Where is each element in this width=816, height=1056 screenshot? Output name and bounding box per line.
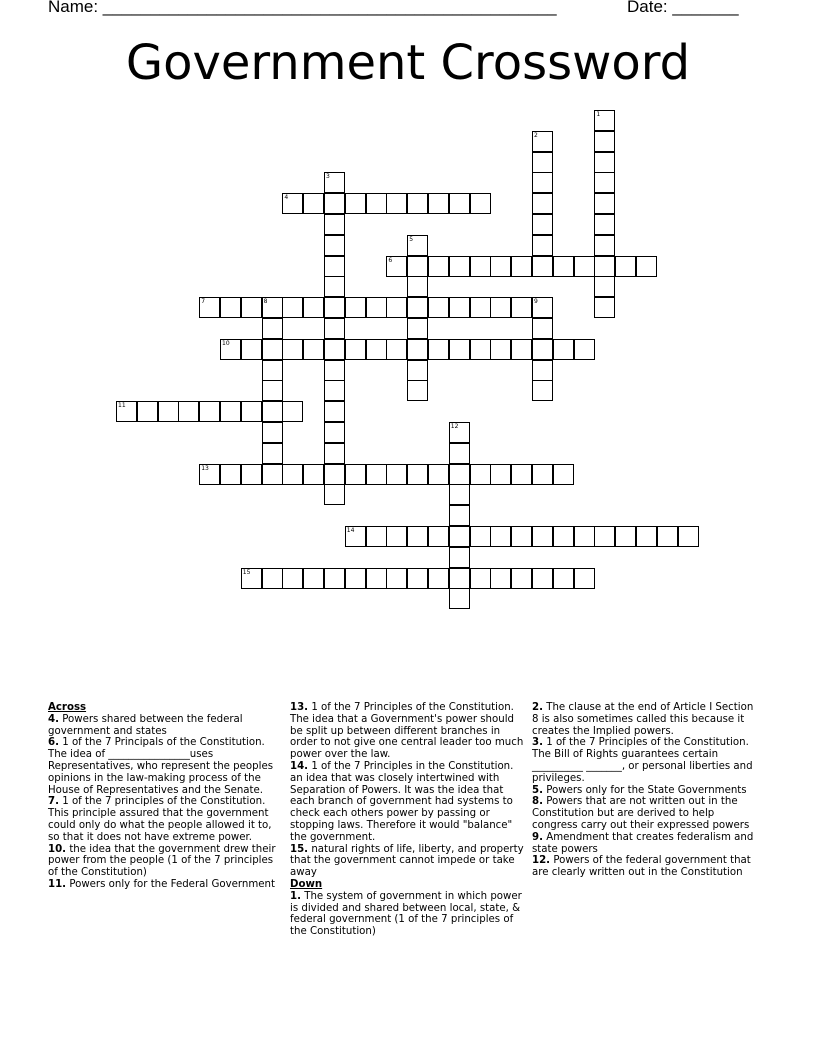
clue-number: 1 (596, 111, 601, 118)
grid-cell[interactable] (532, 214, 553, 235)
grid-cell[interactable] (511, 464, 532, 485)
grid-cell[interactable] (345, 464, 366, 485)
grid-cell[interactable] (449, 588, 470, 609)
grid-cell[interactable] (407, 318, 428, 339)
grid-cell[interactable] (449, 505, 470, 526)
clue-across-11: 11. Powers only for the Federal Government (48, 878, 275, 890)
grid-cell[interactable] (282, 297, 303, 318)
grid-cell[interactable] (241, 568, 262, 589)
clue-across-7: 7. 1 of the 7 principles of the Constitution. This principle assured that the government could only do what the people allowed it to, so that it does not have extreme power. (48, 796, 272, 843)
grid-cell[interactable] (470, 193, 491, 214)
grid-cell[interactable] (449, 484, 470, 505)
grid-cell[interactable] (220, 401, 241, 422)
grid-cell[interactable] (241, 401, 262, 422)
grid-cell[interactable] (324, 214, 345, 235)
grid-cell[interactable] (470, 526, 491, 547)
grid-cell[interactable] (490, 568, 511, 589)
grid-cell[interactable] (324, 568, 345, 589)
grid-cell[interactable] (199, 464, 220, 485)
clues-column-1 (48, 702, 276, 891)
grid-cell[interactable] (386, 464, 407, 485)
grid-cell[interactable] (428, 526, 449, 547)
grid-cell[interactable] (470, 339, 491, 360)
grid-cell[interactable] (262, 318, 283, 339)
grid-cell[interactable] (262, 360, 283, 381)
grid-cell[interactable] (532, 318, 553, 339)
grid-cell[interactable] (490, 297, 511, 318)
grid-cell[interactable] (594, 193, 615, 214)
grid-cell[interactable] (366, 568, 387, 589)
grid-cell[interactable] (407, 339, 428, 360)
grid-cell[interactable] (282, 464, 303, 485)
grid-cell[interactable] (470, 297, 491, 318)
grid-cell[interactable] (366, 526, 387, 547)
grid-cell[interactable] (449, 568, 470, 589)
grid-cell[interactable] (532, 131, 553, 152)
grid-cell[interactable] (449, 193, 470, 214)
grid-cell[interactable] (282, 401, 303, 422)
grid-cell[interactable] (303, 568, 324, 589)
grid-cell[interactable] (511, 526, 532, 547)
grid-cell[interactable] (158, 401, 179, 422)
grid-cell[interactable] (324, 484, 345, 505)
grid-cell[interactable] (386, 193, 407, 214)
grid-cell[interactable] (407, 464, 428, 485)
grid-cell[interactable] (574, 256, 595, 277)
grid-cell[interactable] (407, 276, 428, 297)
grid-cell[interactable] (324, 422, 345, 443)
grid-cell[interactable] (241, 339, 262, 360)
grid-cell[interactable] (303, 464, 324, 485)
grid-cell[interactable] (282, 193, 303, 214)
grid-cell[interactable] (241, 297, 262, 318)
grid-cell[interactable] (241, 464, 262, 485)
grid-cell[interactable] (636, 526, 657, 547)
clue-number: 10 (222, 339, 230, 347)
clue-down-12: 12. Powers of the federal government that are clearly written out in the Constitution (532, 855, 751, 879)
grid-cell[interactable] (449, 297, 470, 318)
grid-cell[interactable] (366, 297, 387, 318)
grid-cell[interactable] (407, 256, 428, 277)
grid-cell[interactable] (262, 380, 283, 401)
grid-cell[interactable] (574, 339, 595, 360)
grid-cell[interactable] (282, 568, 303, 589)
grid-cell[interactable] (324, 256, 345, 277)
grid-cell[interactable] (511, 568, 532, 589)
clue-number: 8 (263, 298, 268, 306)
across-heading: Across (48, 702, 87, 713)
grid-cell[interactable] (594, 110, 615, 131)
grid-cell[interactable] (199, 401, 220, 422)
grid-cell[interactable] (553, 526, 574, 547)
grid-cell[interactable] (386, 297, 407, 318)
grid-cell[interactable] (324, 193, 345, 214)
clue-number: 6 (388, 256, 393, 264)
clue-down-8: 8. Powers that are not written out in the Constitution but are derived to help congress carry out their expressed powers (532, 796, 750, 831)
grid-cell[interactable] (407, 380, 428, 401)
grid-cell[interactable] (386, 568, 407, 589)
grid-cell[interactable] (490, 464, 511, 485)
grid-cell[interactable] (116, 401, 137, 422)
grid-cell[interactable] (303, 297, 324, 318)
grid-cell[interactable] (199, 297, 220, 318)
clue-number: 4 (284, 194, 289, 202)
grid-cell[interactable] (345, 568, 366, 589)
grid-cell[interactable] (449, 547, 470, 568)
grid-cell[interactable] (470, 464, 491, 485)
grid-cell[interactable] (449, 256, 470, 277)
clue-down-1: 1. The system of government in which power is divided and shared between local, state, & federal government (1 of the 7 principles of the Constitution) (290, 890, 522, 938)
grid-cell[interactable] (386, 526, 407, 547)
grid-cell[interactable] (428, 256, 449, 277)
grid-cell[interactable] (615, 526, 636, 547)
clue-number: 5 (409, 235, 414, 243)
grid-cell[interactable] (303, 193, 324, 214)
clue-number: 2 (534, 131, 538, 139)
grid-cell[interactable] (386, 256, 407, 277)
clue-down-2: 2. The clause at the end of Article I Section 8 is also sometimes called this because it creates the Implied powers. (532, 702, 754, 737)
grid-cell[interactable] (532, 380, 553, 401)
grid-cell[interactable] (594, 256, 615, 277)
grid-cell[interactable] (324, 360, 345, 381)
clue-number: 15 (242, 568, 251, 576)
grid-cell[interactable] (428, 297, 449, 318)
grid-cell[interactable] (553, 464, 574, 485)
grid-cell[interactable] (532, 526, 553, 547)
grid-cell[interactable] (324, 380, 345, 401)
clue-number: 14 (346, 527, 355, 534)
grid-cell[interactable] (553, 568, 574, 589)
grid-cell[interactable] (428, 339, 449, 360)
grid-cell[interactable] (262, 339, 283, 360)
grid-cell[interactable] (262, 443, 283, 464)
grid-cell[interactable] (490, 526, 511, 547)
grid-cell[interactable] (428, 568, 449, 589)
grid-cell[interactable] (657, 526, 678, 547)
grid-cell[interactable] (470, 256, 491, 277)
grid-cell[interactable] (532, 339, 553, 360)
grid-cell[interactable] (345, 193, 366, 214)
clue-number: 3 (326, 173, 330, 181)
grid-cell[interactable] (532, 172, 553, 193)
grid-cell[interactable] (594, 131, 615, 152)
grid-cell[interactable] (449, 526, 470, 547)
grid-cell[interactable] (366, 193, 387, 214)
grid-cell[interactable] (324, 443, 345, 464)
grid-cell[interactable] (220, 464, 241, 485)
grid-cell[interactable] (324, 339, 345, 360)
clue-across-4: 4. Powers shared between the federal government and states (48, 713, 243, 737)
clue-down-3: 3. 1 of the 7 Principles of the Constitution. The Bill of Rights guarantees certain __________ _______, or personal liberties and privileges. (532, 737, 753, 784)
grid-cell[interactable] (594, 152, 615, 173)
grid-cell[interactable] (594, 172, 615, 193)
clue-number: 12 (450, 423, 459, 430)
grid-cell[interactable] (407, 526, 428, 547)
clue-across-15: 15. natural rights of life, liberty, and property that the government cannot impede or take away (290, 843, 524, 879)
clue-across-6: 6. 1 of the 7 Principals of the Constitution. The idea of ________________uses Representatives, who represent the peoples opinions in the law-making process of the House of Representatives and the Senate. (48, 737, 274, 796)
grid-cell[interactable] (262, 568, 283, 589)
grid-cell[interactable] (324, 401, 345, 422)
grid-cell[interactable] (532, 256, 553, 277)
grid-cell[interactable] (366, 464, 387, 485)
grid-cell[interactable] (137, 401, 158, 422)
clue-number: 7 (201, 298, 206, 306)
grid-cell[interactable] (407, 297, 428, 318)
grid-cell[interactable] (386, 339, 407, 360)
grid-cell[interactable] (407, 193, 428, 214)
grid-cell[interactable] (594, 214, 615, 235)
grid-cell[interactable] (324, 464, 345, 485)
grid-cell[interactable] (345, 297, 366, 318)
page-title: Government Crossword (125, 35, 691, 91)
grid-cell[interactable] (532, 193, 553, 214)
grid-cell[interactable] (345, 526, 366, 547)
clue-across-14: 14. 1 of the 7 Principles in the Constitution. an idea that was closely intertwined with Separation of Powers. It was the idea that each branch of government had systems to check each others power by passing or stopping laws. Therefore it would "balance" the government. (290, 760, 514, 843)
grid-cell[interactable] (449, 443, 470, 464)
grid-cell[interactable] (574, 526, 595, 547)
grid-cell[interactable] (490, 256, 511, 277)
grid-cell[interactable] (636, 256, 657, 277)
grid-cell[interactable] (324, 172, 345, 193)
grid-cell[interactable] (262, 401, 283, 422)
grid-cell[interactable] (220, 339, 241, 360)
grid-cell[interactable] (262, 464, 283, 485)
clues-column-2 (290, 702, 524, 938)
clue-number: 13 (201, 464, 209, 472)
grid-cell[interactable] (470, 568, 491, 589)
grid-cell[interactable] (511, 297, 532, 318)
grid-cell[interactable] (407, 235, 428, 256)
grid-cell[interactable] (178, 401, 199, 422)
grid-cell[interactable] (449, 339, 470, 360)
clue-number: 9 (534, 298, 538, 306)
clue-across-10: 10. the idea that the government drew their power from the people (1 of the 7 principles of the Constitution) (48, 843, 276, 879)
clue-down-9: 9. Amendment that creates federalism and state powers (532, 831, 754, 855)
grid-cell[interactable] (678, 526, 699, 547)
grid-cell[interactable] (532, 152, 553, 173)
grid-cell[interactable] (490, 339, 511, 360)
grid-cell[interactable] (532, 464, 553, 485)
grid-cell[interactable] (324, 235, 345, 256)
grid-cell[interactable] (303, 339, 324, 360)
grid-cell[interactable] (553, 256, 574, 277)
grid-cell[interactable] (574, 568, 595, 589)
grid-cell[interactable] (594, 526, 615, 547)
grid-cell[interactable] (615, 256, 636, 277)
grid-cell[interactable] (511, 256, 532, 277)
grid-cell[interactable] (324, 276, 345, 297)
grid-cell[interactable] (324, 297, 345, 318)
grid-cell[interactable] (553, 339, 574, 360)
name-field-label: Name: ________________________________________________ (48, 0, 557, 16)
date-field-label: Date: _______ (627, 0, 739, 16)
grid-cell[interactable] (594, 297, 615, 318)
grid-cell[interactable] (532, 568, 553, 589)
grid-cell[interactable] (407, 568, 428, 589)
grid-cell[interactable] (428, 464, 449, 485)
grid-cell[interactable] (345, 339, 366, 360)
clue-across-13: 13. 1 of the 7 Principles of the Constitution. The idea that a Government's power should be split up between different branches in order to not give one central leader too much power over the law. (290, 702, 524, 761)
grid-cell[interactable] (220, 297, 241, 318)
grid-cell[interactable] (366, 339, 387, 360)
grid-cell[interactable] (532, 235, 553, 256)
grid-cell[interactable] (324, 318, 345, 339)
grid-cell[interactable] (407, 360, 428, 381)
grid-cell[interactable] (449, 422, 470, 443)
down-heading: Down (290, 878, 323, 890)
grid-cell[interactable] (532, 297, 553, 318)
grid-cell[interactable] (428, 193, 449, 214)
grid-cell[interactable] (594, 235, 615, 256)
grid-cell[interactable] (449, 464, 470, 485)
grid-cell[interactable] (282, 339, 303, 360)
clues-column-3 (532, 702, 762, 879)
clue-down-5: 5. Powers only for the State Governments (532, 784, 747, 796)
grid-cell[interactable] (262, 422, 283, 443)
clue-number: 11 (118, 402, 126, 410)
grid-cell[interactable] (532, 360, 553, 381)
grid-cell[interactable] (594, 276, 615, 297)
grid-cell[interactable] (511, 339, 532, 360)
grid-cell[interactable] (262, 297, 283, 318)
